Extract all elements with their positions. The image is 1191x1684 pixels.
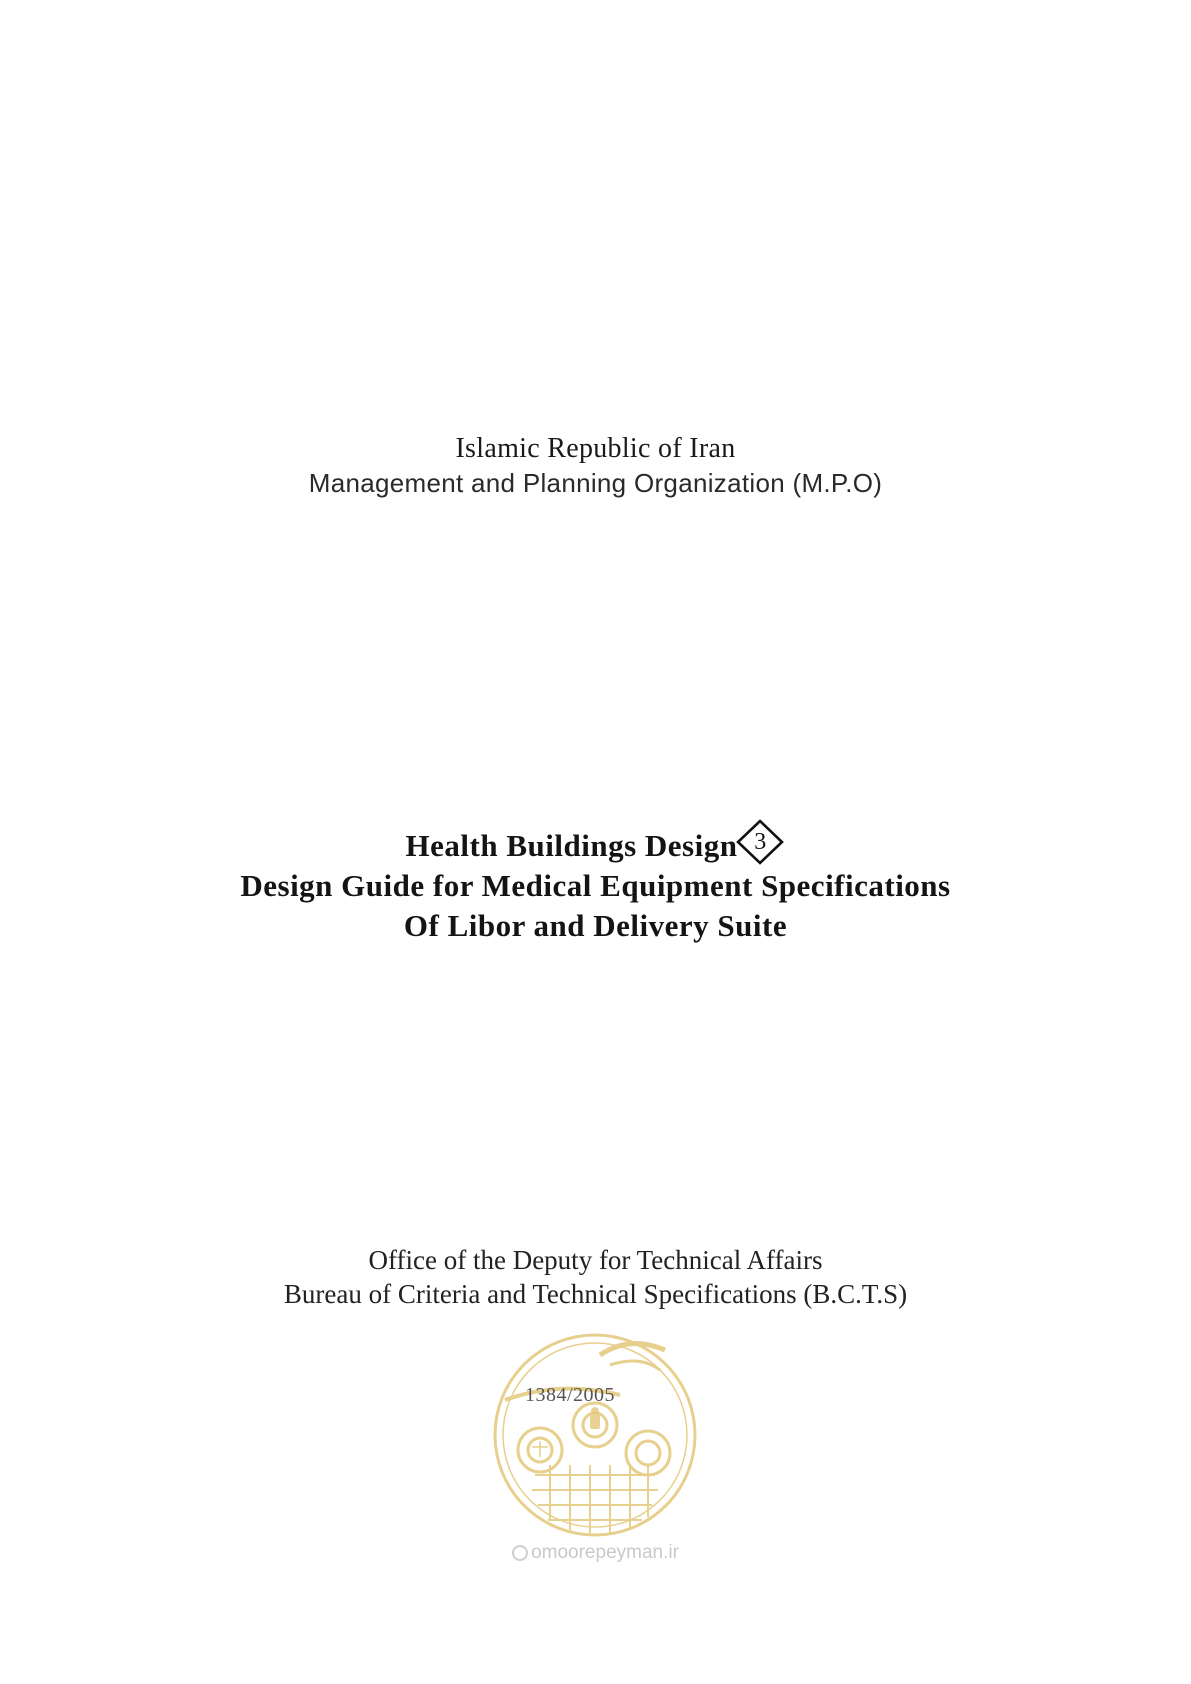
seal-icon xyxy=(490,1325,700,1545)
title-line-3: Of Libor and Delivery Suite xyxy=(403,908,788,943)
country-name: Islamic Republic of Iran xyxy=(455,433,736,464)
series-title: Health Buildings Design xyxy=(405,828,738,863)
title-line-2: Design Guide for Medical Equipment Specifications xyxy=(240,868,951,903)
publisher-footer xyxy=(0,1243,1191,1311)
bureau-name: Bureau of Criteria and Technical Specifications (B.C.T.S) xyxy=(283,1279,908,1309)
volume-badge xyxy=(735,822,785,862)
globe-icon xyxy=(512,1545,528,1561)
issuer-header xyxy=(0,432,1191,500)
volume-number: 3 xyxy=(754,829,767,855)
watermark-text: omoorepeyman.ir xyxy=(531,1542,679,1563)
title-line-1 xyxy=(0,822,1191,866)
office-name: Office of the Deputy for Technical Affairs xyxy=(368,1245,823,1275)
document-title xyxy=(0,822,1191,946)
organization-name: Management and Planning Organization (M.P.O) xyxy=(308,468,883,498)
watermark xyxy=(0,1542,1191,1564)
seal-date: 1384/2005 xyxy=(525,1384,616,1406)
